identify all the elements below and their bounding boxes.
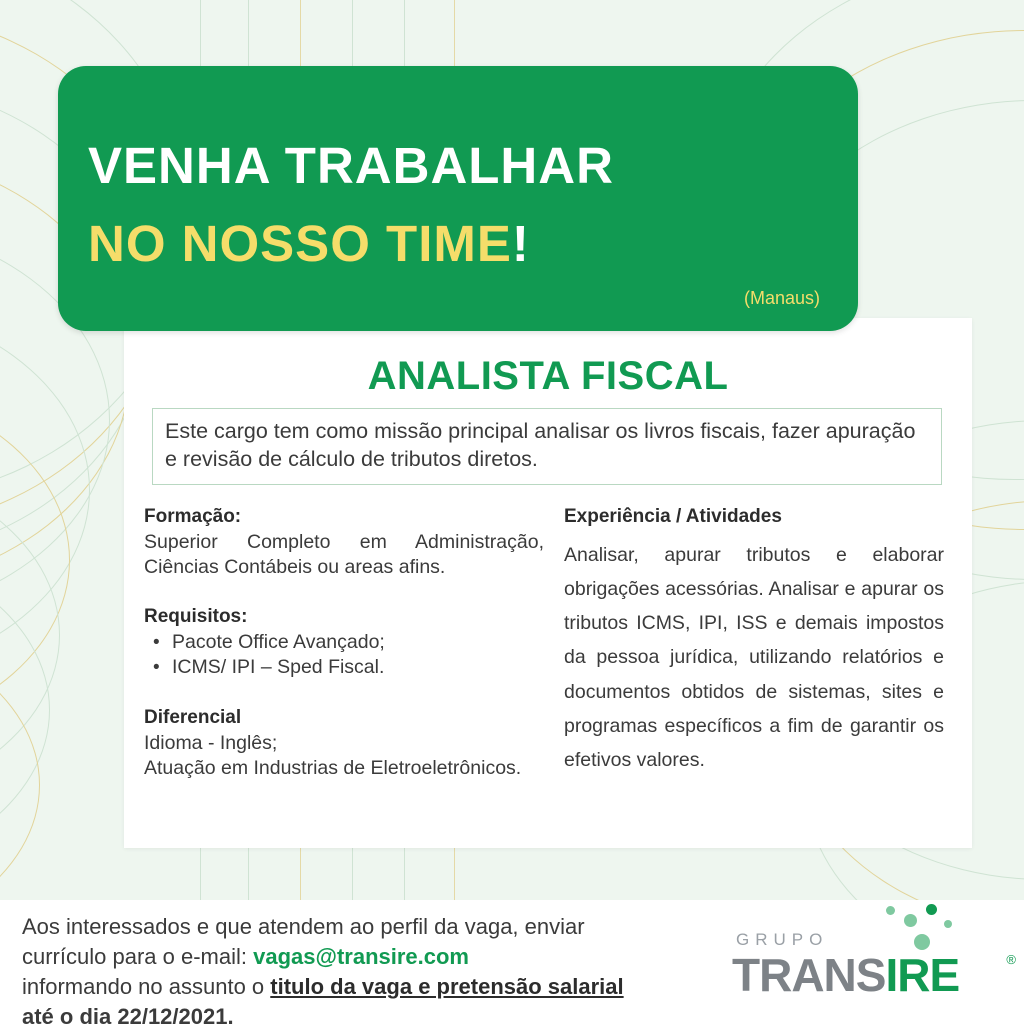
- logo-registered-mark: ®: [1006, 952, 1016, 967]
- requisitos-list: [144, 630, 544, 682]
- section-diferencial-line-2: Atuação em Industrias de Eletroeletrônicos.: [144, 757, 522, 780]
- company-logo: [718, 900, 1024, 1024]
- footer-line-1: Aos interessados e que atendem ao perfil da vaga, enviar: [22, 914, 585, 939]
- email-link[interactable]: vagas@transire.com: [253, 943, 469, 969]
- logo-bubble-icon: [886, 906, 895, 915]
- section-diferencial-line-1: Idioma - Inglês;: [144, 732, 278, 755]
- footer-line-3-underlined: titulo da vaga e pretensão salarial: [270, 973, 624, 999]
- logo-bubble-icon: [904, 914, 917, 927]
- right-column: [564, 506, 944, 777]
- section-requisitos-title: Requisitos:: [144, 605, 248, 627]
- list-item: • Pacote Office Avançado;: [144, 630, 544, 656]
- footer-line-4: [22, 1002, 706, 1024]
- logo-bubble-icon: [944, 920, 952, 928]
- footer-deadline-date: 22/12/2021.: [117, 1003, 234, 1024]
- section-formacao-body: Superior Completo em Administração, Ciências Contábeis ou areas afins.: [144, 531, 544, 578]
- headline-line-2: [88, 214, 530, 273]
- list-item: • ICMS/ IPI – Sped Fiscal.: [144, 655, 544, 681]
- footer-bar: [0, 900, 1024, 1024]
- section-requisitos: [144, 606, 544, 682]
- logo-bubble-icon: [926, 904, 937, 915]
- footer-text-box: [0, 900, 718, 1024]
- logo-grupo-text: GRUPO: [736, 930, 829, 949]
- mission-box: [152, 408, 942, 485]
- footer-line-3: [22, 972, 706, 1002]
- logo-name: [732, 948, 959, 1002]
- footer-line-2-prefix: currículo para o e-mail:: [22, 943, 247, 969]
- logo-name-part-2: IRE: [885, 949, 960, 1001]
- city-label: (Manaus): [743, 288, 820, 308]
- footer-line-3-prefix: informando no assunto o: [22, 973, 271, 999]
- headline-line-1: VENHA TRABALHAR: [88, 137, 614, 194]
- section-experiencia-body: Analisar, apurar tributos e elaborar obrigações acessórias. Analisar e apurar os tributos ICMS, IPI, ISS e demais impostos da pessoa jurídica, utilizando relatórios e documentos obtidos de sistemas, sites e programas específicos a fim de garantir os efetivos valores.: [564, 544, 944, 771]
- headline-exclamation: !: [511, 215, 530, 272]
- page-title: ANALISTA FISCAL: [367, 354, 729, 398]
- section-experiencia-title: Experiência / Atividades: [564, 506, 782, 527]
- section-formacao: [144, 506, 544, 580]
- section-formacao-title: Formação:: [144, 506, 242, 527]
- footer-line-2: [22, 942, 706, 972]
- headline-line-2-text: NO NOSSO TIME: [88, 215, 512, 272]
- section-diferencial: [144, 707, 544, 781]
- left-column: [144, 506, 544, 807]
- header-card: [58, 66, 858, 331]
- footer-deadline-prefix: até o dia: [22, 1003, 118, 1024]
- job-details-card: [124, 318, 972, 848]
- mission-text: Este cargo tem como missão principal analisar os livros fiscais, fazer apuração e revisão de cálculo de tributos diretos.: [165, 419, 916, 471]
- logo-name-part-1: TRANS: [732, 949, 886, 1001]
- section-diferencial-title: Diferencial: [144, 707, 242, 729]
